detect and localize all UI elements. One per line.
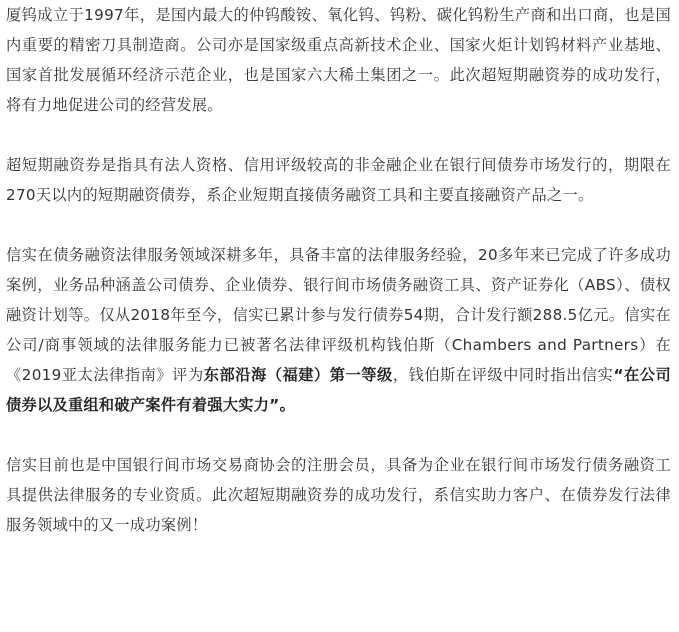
article-body bbox=[6, 0, 671, 540]
paragraph-scp-definition: 超短期融资券是指具有法人资格、信用评级较高的非金融企业在银行间债券市场发行的，期限在270天以内的短期融资债券，系企业短期直接债务融资工具和主要直接融资产品之一。 bbox=[6, 156, 671, 204]
paragraph-membership: 信实目前也是中国银行间市场交易商协会的注册会员，具备为企业在银行间市场发行债务融资工具提供法律服务的专业资质。此次超短期融资券的成功发行，系信实助力客户、在债券发行法律服务领域中的又一成功案例！ bbox=[6, 456, 671, 534]
paragraph-spacer bbox=[6, 210, 671, 240]
paragraph-company-intro: 厦钨成立于1997年，是国内最大的仲钨酸铵、氧化钨、钨粉、碳化钨粉生产商和出口商，也是国内重要的精密刀具制造商。公司亦是国家级重点高新技术企业、国家火炬计划钨材料产业基地、国家首批发展循环经济示范企业，也是国家六大稀土集团之一。此次超短期融资券的成功发行，将有力地促进公司的经营发展。 bbox=[6, 6, 671, 114]
paragraph-spacer bbox=[6, 120, 671, 150]
paragraph-firm-experience bbox=[6, 240, 671, 420]
ranking-highlight: 东部沿海（福建）第一等级 bbox=[203, 366, 393, 384]
paragraph-spacer bbox=[6, 420, 671, 450]
chambers-quote-highlight: “在公司债券以及重组和破产案件有着强大实力”。 bbox=[6, 366, 672, 414]
firm-experience-text-cont: ，钱伯斯在评级中同时指出信实 bbox=[392, 366, 614, 384]
firm-experience-text: 信实在债务融资法律服务领域深耕多年，具备丰富的法律服务经验，20多年来已完成了许多成功案例，业务品种涵盖公司债券、企业债券、银行间市场债务融资工具、资产证券化（ABS）、债权融资计划等。仅从2018年至今，信实已累计参与发行债券54期，合计发行额288.5亿元。信实在公司/商事领域的法律服务能力已被著名法律评级机构钱伯斯（Chambers and Partners）在《2019亚太法律指南》评为 bbox=[6, 246, 671, 384]
